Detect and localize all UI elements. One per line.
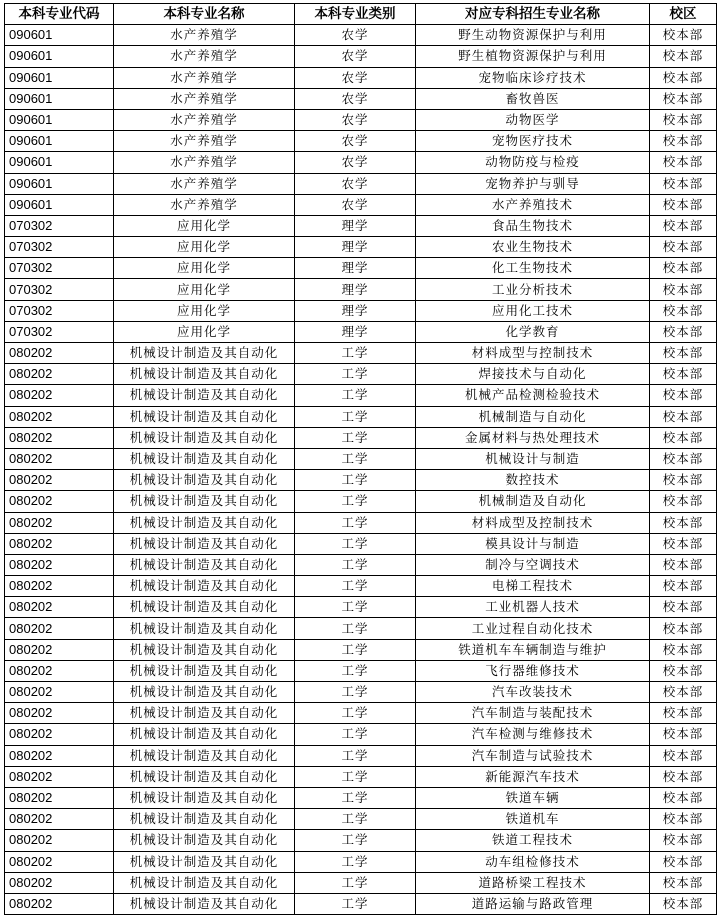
cell-campus: 校本部 <box>650 46 717 67</box>
cell-undergrad-code: 090601 <box>5 131 114 152</box>
cell-undergrad-name: 机械设计制造及其自动化 <box>114 639 295 660</box>
cell-undergrad-category: 工学 <box>295 364 416 385</box>
table-row <box>5 682 717 703</box>
cell-undergrad-name: 机械设计制造及其自动化 <box>114 512 295 533</box>
cell-college-major-name: 制冷与空调技术 <box>416 554 650 575</box>
cell-college-major-name: 铁道车辆 <box>416 787 650 808</box>
cell-undergrad-name: 机械设计制造及其自动化 <box>114 872 295 893</box>
cell-undergrad-category: 理学 <box>295 215 416 236</box>
cell-campus: 校本部 <box>650 893 717 914</box>
cell-undergrad-category: 工学 <box>295 766 416 787</box>
table-row <box>5 46 717 67</box>
cell-undergrad-name: 机械设计制造及其自动化 <box>114 766 295 787</box>
table-row <box>5 215 717 236</box>
cell-undergrad-category: 工学 <box>295 787 416 808</box>
cell-undergrad-name: 机械设计制造及其自动化 <box>114 745 295 766</box>
cell-undergrad-code: 070302 <box>5 215 114 236</box>
cell-college-major-name: 应用化工技术 <box>416 300 650 321</box>
cell-undergrad-code: 080202 <box>5 512 114 533</box>
cell-college-major-name: 工业机器人技术 <box>416 597 650 618</box>
cell-college-major-name: 汽车制造与装配技术 <box>416 703 650 724</box>
cell-undergrad-category: 工学 <box>295 512 416 533</box>
cell-college-major-name: 野生植物资源保护与利用 <box>416 46 650 67</box>
cell-campus: 校本部 <box>650 597 717 618</box>
table-row <box>5 194 717 215</box>
cell-undergrad-code: 080202 <box>5 660 114 681</box>
cell-undergrad-category: 理学 <box>295 258 416 279</box>
cell-undergrad-name: 机械设计制造及其自动化 <box>114 406 295 427</box>
cell-undergrad-category: 工学 <box>295 703 416 724</box>
cell-undergrad-code: 080202 <box>5 491 114 512</box>
cell-college-major-name: 动车组检修技术 <box>416 851 650 872</box>
cell-college-major-name: 电梯工程技术 <box>416 576 650 597</box>
cell-undergrad-code: 080202 <box>5 427 114 448</box>
table-row <box>5 109 717 130</box>
table-row <box>5 343 717 364</box>
cell-campus: 校本部 <box>650 639 717 660</box>
cell-undergrad-name: 水产养殖学 <box>114 152 295 173</box>
table-row <box>5 533 717 554</box>
header-undergrad-code: 本科专业代码 <box>5 4 114 25</box>
cell-undergrad-code: 080202 <box>5 385 114 406</box>
cell-campus: 校本部 <box>650 343 717 364</box>
cell-undergrad-code: 090601 <box>5 88 114 109</box>
cell-college-major-name: 汽车检测与维修技术 <box>416 724 650 745</box>
cell-undergrad-name: 机械设计制造及其自动化 <box>114 385 295 406</box>
table-row <box>5 173 717 194</box>
cell-undergrad-code: 090601 <box>5 152 114 173</box>
cell-college-major-name: 工业过程自动化技术 <box>416 618 650 639</box>
table-row <box>5 131 717 152</box>
cell-college-major-name: 金属材料与热处理技术 <box>416 427 650 448</box>
cell-undergrad-code: 080202 <box>5 830 114 851</box>
cell-undergrad-name: 机械设计制造及其自动化 <box>114 724 295 745</box>
table-row <box>5 448 717 469</box>
table-row <box>5 745 717 766</box>
cell-undergrad-code: 080202 <box>5 470 114 491</box>
cell-college-major-name: 宠物临床诊疗技术 <box>416 67 650 88</box>
table-row <box>5 67 717 88</box>
cell-college-major-name: 化工生物技术 <box>416 258 650 279</box>
cell-campus: 校本部 <box>650 512 717 533</box>
cell-campus: 校本部 <box>650 385 717 406</box>
table-row <box>5 639 717 660</box>
cell-undergrad-code: 080202 <box>5 639 114 660</box>
cell-college-major-name: 动物医学 <box>416 109 650 130</box>
cell-undergrad-code: 080202 <box>5 618 114 639</box>
cell-undergrad-category: 农学 <box>295 152 416 173</box>
cell-undergrad-code: 080202 <box>5 893 114 914</box>
cell-undergrad-category: 工学 <box>295 745 416 766</box>
cell-undergrad-name: 机械设计制造及其自动化 <box>114 893 295 914</box>
cell-undergrad-code: 090601 <box>5 25 114 46</box>
cell-undergrad-category: 工学 <box>295 682 416 703</box>
cell-undergrad-name: 机械设计制造及其自动化 <box>114 470 295 491</box>
cell-undergrad-name: 机械设计制造及其自动化 <box>114 830 295 851</box>
cell-college-major-name: 工业分析技术 <box>416 279 650 300</box>
cell-undergrad-name: 水产养殖学 <box>114 46 295 67</box>
cell-college-major-name: 机械产品检测检验技术 <box>416 385 650 406</box>
cell-undergrad-category: 理学 <box>295 237 416 258</box>
cell-undergrad-code: 080202 <box>5 724 114 745</box>
cell-campus: 校本部 <box>650 237 717 258</box>
cell-college-major-name: 机械制造及自动化 <box>416 491 650 512</box>
cell-undergrad-code: 070302 <box>5 258 114 279</box>
table-row <box>5 279 717 300</box>
table-row <box>5 703 717 724</box>
cell-undergrad-code: 080202 <box>5 576 114 597</box>
cell-campus: 校本部 <box>650 809 717 830</box>
cell-undergrad-category: 工学 <box>295 597 416 618</box>
cell-campus: 校本部 <box>650 406 717 427</box>
cell-college-major-name: 铁道机车 <box>416 809 650 830</box>
table-row <box>5 809 717 830</box>
cell-undergrad-code: 080202 <box>5 766 114 787</box>
cell-undergrad-name: 水产养殖学 <box>114 131 295 152</box>
cell-undergrad-category: 理学 <box>295 321 416 342</box>
cell-campus: 校本部 <box>650 448 717 469</box>
cell-undergrad-code: 080202 <box>5 554 114 575</box>
table-row <box>5 470 717 491</box>
table-row <box>5 88 717 109</box>
cell-undergrad-code: 090601 <box>5 46 114 67</box>
cell-undergrad-category: 工学 <box>295 385 416 406</box>
cell-undergrad-code: 080202 <box>5 745 114 766</box>
table-row <box>5 787 717 808</box>
table-row <box>5 618 717 639</box>
cell-undergrad-name: 机械设计制造及其自动化 <box>114 427 295 448</box>
header-row <box>5 4 717 25</box>
cell-undergrad-name: 水产养殖学 <box>114 173 295 194</box>
cell-undergrad-code: 080202 <box>5 851 114 872</box>
cell-campus: 校本部 <box>650 25 717 46</box>
table-header <box>5 4 717 25</box>
cell-college-major-name: 道路运输与路政管理 <box>416 893 650 914</box>
cell-college-major-name: 模具设计与制造 <box>416 533 650 554</box>
cell-campus: 校本部 <box>650 131 717 152</box>
table-row <box>5 512 717 533</box>
cell-campus: 校本部 <box>650 787 717 808</box>
table-row <box>5 660 717 681</box>
table-row <box>5 597 717 618</box>
cell-undergrad-name: 应用化学 <box>114 300 295 321</box>
cell-college-major-name: 野生动物资源保护与利用 <box>416 25 650 46</box>
cell-college-major-name: 数控技术 <box>416 470 650 491</box>
cell-undergrad-category: 工学 <box>295 851 416 872</box>
table-row <box>5 851 717 872</box>
cell-campus: 校本部 <box>650 427 717 448</box>
table-row <box>5 576 717 597</box>
cell-undergrad-code: 080202 <box>5 448 114 469</box>
table-row <box>5 258 717 279</box>
cell-college-major-name: 材料成型及控制技术 <box>416 512 650 533</box>
cell-undergrad-code: 090601 <box>5 194 114 215</box>
table-row <box>5 724 717 745</box>
document-page <box>4 3 717 915</box>
cell-undergrad-category: 理学 <box>295 279 416 300</box>
cell-undergrad-category: 工学 <box>295 554 416 575</box>
cell-college-major-name: 铁道机车车辆制造与维护 <box>416 639 650 660</box>
cell-undergrad-name: 机械设计制造及其自动化 <box>114 660 295 681</box>
cell-undergrad-name: 机械设计制造及其自动化 <box>114 576 295 597</box>
cell-undergrad-category: 工学 <box>295 448 416 469</box>
header-campus: 校区 <box>650 4 717 25</box>
cell-undergrad-code: 070302 <box>5 279 114 300</box>
cell-undergrad-name: 应用化学 <box>114 279 295 300</box>
table-row <box>5 406 717 427</box>
major-mapping-table <box>4 3 717 915</box>
table-row <box>5 427 717 448</box>
cell-college-major-name: 畜牧兽医 <box>416 88 650 109</box>
cell-undergrad-code: 090601 <box>5 67 114 88</box>
cell-campus: 校本部 <box>650 300 717 321</box>
cell-undergrad-category: 工学 <box>295 406 416 427</box>
cell-campus: 校本部 <box>650 745 717 766</box>
cell-undergrad-code: 080202 <box>5 809 114 830</box>
table-body <box>5 25 717 915</box>
cell-undergrad-code: 090601 <box>5 109 114 130</box>
cell-college-major-name: 汽车制造与试验技术 <box>416 745 650 766</box>
cell-campus: 校本部 <box>650 470 717 491</box>
cell-campus: 校本部 <box>650 88 717 109</box>
cell-undergrad-name: 机械设计制造及其自动化 <box>114 491 295 512</box>
cell-undergrad-name: 应用化学 <box>114 258 295 279</box>
cell-undergrad-name: 水产养殖学 <box>114 109 295 130</box>
header-undergrad-name: 本科专业名称 <box>114 4 295 25</box>
cell-college-major-name: 焊接技术与自动化 <box>416 364 650 385</box>
cell-undergrad-category: 工学 <box>295 491 416 512</box>
cell-undergrad-code: 080202 <box>5 364 114 385</box>
cell-campus: 校本部 <box>650 491 717 512</box>
cell-undergrad-name: 机械设计制造及其自动化 <box>114 851 295 872</box>
cell-campus: 校本部 <box>650 872 717 893</box>
cell-college-major-name: 汽车改装技术 <box>416 682 650 703</box>
cell-college-major-name: 食品生物技术 <box>416 215 650 236</box>
cell-campus: 校本部 <box>650 173 717 194</box>
cell-college-major-name: 农业生物技术 <box>416 237 650 258</box>
cell-undergrad-name: 机械设计制造及其自动化 <box>114 343 295 364</box>
cell-undergrad-name: 机械设计制造及其自动化 <box>114 787 295 808</box>
cell-campus: 校本部 <box>650 851 717 872</box>
cell-undergrad-name: 机械设计制造及其自动化 <box>114 554 295 575</box>
cell-undergrad-category: 工学 <box>295 427 416 448</box>
cell-campus: 校本部 <box>650 618 717 639</box>
cell-undergrad-category: 农学 <box>295 25 416 46</box>
cell-undergrad-category: 理学 <box>295 300 416 321</box>
cell-undergrad-category: 工学 <box>295 872 416 893</box>
cell-undergrad-name: 应用化学 <box>114 237 295 258</box>
table-row <box>5 25 717 46</box>
cell-undergrad-name: 机械设计制造及其自动化 <box>114 703 295 724</box>
cell-undergrad-code: 080202 <box>5 703 114 724</box>
cell-campus: 校本部 <box>650 703 717 724</box>
cell-college-major-name: 宠物医疗技术 <box>416 131 650 152</box>
cell-campus: 校本部 <box>650 215 717 236</box>
cell-undergrad-name: 应用化学 <box>114 321 295 342</box>
cell-undergrad-code: 080202 <box>5 406 114 427</box>
cell-campus: 校本部 <box>650 682 717 703</box>
cell-undergrad-category: 工学 <box>295 639 416 660</box>
cell-college-major-name: 水产养殖技术 <box>416 194 650 215</box>
cell-undergrad-code: 080202 <box>5 597 114 618</box>
cell-undergrad-category: 工学 <box>295 470 416 491</box>
cell-undergrad-category: 农学 <box>295 173 416 194</box>
cell-college-major-name: 铁道工程技术 <box>416 830 650 851</box>
table-row <box>5 300 717 321</box>
cell-undergrad-category: 农学 <box>295 109 416 130</box>
table-row <box>5 554 717 575</box>
cell-campus: 校本部 <box>650 830 717 851</box>
table-row <box>5 237 717 258</box>
cell-college-major-name: 化学教育 <box>416 321 650 342</box>
cell-college-major-name: 宠物养护与驯导 <box>416 173 650 194</box>
cell-campus: 校本部 <box>650 67 717 88</box>
table-row <box>5 872 717 893</box>
cell-campus: 校本部 <box>650 533 717 554</box>
cell-undergrad-category: 农学 <box>295 46 416 67</box>
cell-campus: 校本部 <box>650 194 717 215</box>
cell-undergrad-name: 机械设计制造及其自动化 <box>114 618 295 639</box>
table-row <box>5 385 717 406</box>
cell-undergrad-name: 应用化学 <box>114 215 295 236</box>
cell-campus: 校本部 <box>650 660 717 681</box>
cell-campus: 校本部 <box>650 109 717 130</box>
cell-undergrad-category: 工学 <box>295 809 416 830</box>
cell-undergrad-name: 水产养殖学 <box>114 67 295 88</box>
cell-undergrad-category: 工学 <box>295 576 416 597</box>
table-row <box>5 830 717 851</box>
cell-undergrad-category: 农学 <box>295 67 416 88</box>
table-row <box>5 893 717 914</box>
table-row <box>5 364 717 385</box>
cell-college-major-name: 机械制造与自动化 <box>416 406 650 427</box>
cell-undergrad-name: 水产养殖学 <box>114 88 295 109</box>
cell-campus: 校本部 <box>650 766 717 787</box>
cell-college-major-name: 新能源汽车技术 <box>416 766 650 787</box>
cell-college-major-name: 动物防疫与检疫 <box>416 152 650 173</box>
cell-undergrad-code: 070302 <box>5 237 114 258</box>
cell-campus: 校本部 <box>650 279 717 300</box>
cell-undergrad-code: 080202 <box>5 533 114 554</box>
cell-undergrad-category: 工学 <box>295 830 416 851</box>
cell-college-major-name: 机械设计与制造 <box>416 448 650 469</box>
table-row <box>5 152 717 173</box>
cell-undergrad-name: 机械设计制造及其自动化 <box>114 364 295 385</box>
cell-campus: 校本部 <box>650 554 717 575</box>
cell-undergrad-category: 工学 <box>295 893 416 914</box>
table-row <box>5 766 717 787</box>
cell-college-major-name: 飞行器维修技术 <box>416 660 650 681</box>
cell-campus: 校本部 <box>650 321 717 342</box>
header-college-major-name: 对应专科招生专业名称 <box>416 4 650 25</box>
cell-undergrad-category: 农学 <box>295 88 416 109</box>
cell-undergrad-category: 农学 <box>295 131 416 152</box>
cell-undergrad-category: 工学 <box>295 618 416 639</box>
cell-undergrad-category: 工学 <box>295 343 416 364</box>
cell-campus: 校本部 <box>650 724 717 745</box>
cell-campus: 校本部 <box>650 152 717 173</box>
cell-undergrad-code: 080202 <box>5 787 114 808</box>
cell-campus: 校本部 <box>650 258 717 279</box>
table-row <box>5 321 717 342</box>
cell-undergrad-name: 机械设计制造及其自动化 <box>114 533 295 554</box>
cell-undergrad-name: 机械设计制造及其自动化 <box>114 597 295 618</box>
cell-undergrad-name: 水产养殖学 <box>114 25 295 46</box>
cell-undergrad-code: 080202 <box>5 343 114 364</box>
cell-undergrad-category: 工学 <box>295 660 416 681</box>
cell-college-major-name: 材料成型与控制技术 <box>416 343 650 364</box>
cell-undergrad-category: 农学 <box>295 194 416 215</box>
cell-undergrad-code: 080202 <box>5 682 114 703</box>
cell-college-major-name: 道路桥梁工程技术 <box>416 872 650 893</box>
cell-undergrad-code: 090601 <box>5 173 114 194</box>
cell-undergrad-name: 机械设计制造及其自动化 <box>114 682 295 703</box>
header-undergrad-category: 本科专业类别 <box>295 4 416 25</box>
cell-undergrad-name: 机械设计制造及其自动化 <box>114 809 295 830</box>
cell-campus: 校本部 <box>650 364 717 385</box>
cell-undergrad-code: 070302 <box>5 300 114 321</box>
cell-undergrad-code: 080202 <box>5 872 114 893</box>
table-row <box>5 491 717 512</box>
cell-undergrad-category: 工学 <box>295 533 416 554</box>
cell-undergrad-name: 水产养殖学 <box>114 194 295 215</box>
cell-campus: 校本部 <box>650 576 717 597</box>
cell-undergrad-category: 工学 <box>295 724 416 745</box>
cell-undergrad-code: 070302 <box>5 321 114 342</box>
cell-undergrad-name: 机械设计制造及其自动化 <box>114 448 295 469</box>
